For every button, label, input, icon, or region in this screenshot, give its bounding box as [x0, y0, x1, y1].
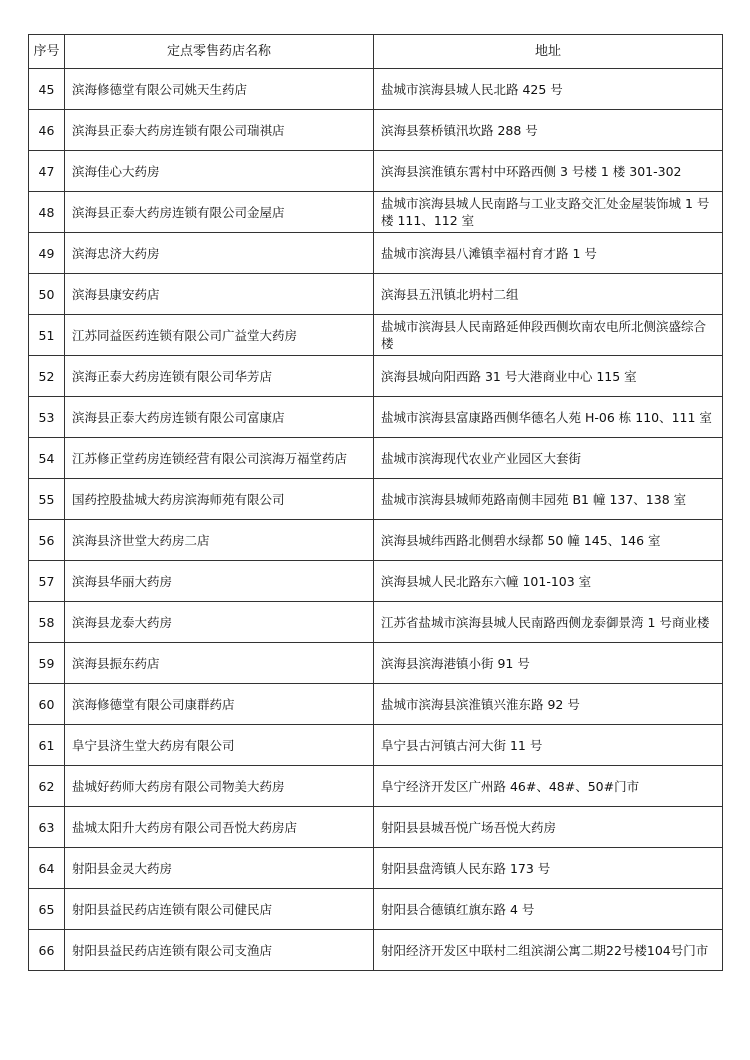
table-row [29, 233, 723, 274]
row-serial-number: 56 [29, 520, 65, 561]
table-row [29, 69, 723, 110]
table-row [29, 602, 723, 643]
row-pharmacy-name: 滨海县济世堂大药房二店 [65, 520, 374, 561]
row-serial-number: 48 [29, 192, 65, 233]
row-serial-number: 46 [29, 110, 65, 151]
row-pharmacy-name: 滨海县正泰大药房连锁有限公司瑞祺店 [65, 110, 374, 151]
table-row [29, 438, 723, 479]
row-pharmacy-name: 射阳县益民药店连锁有限公司健民店 [65, 889, 374, 930]
row-pharmacy-name: 盐城太阳升大药房有限公司吾悦大药房店 [65, 807, 374, 848]
table-row [29, 397, 723, 438]
row-serial-number: 45 [29, 69, 65, 110]
row-serial-number: 47 [29, 151, 65, 192]
table-row [29, 725, 723, 766]
row-serial-number: 66 [29, 930, 65, 971]
row-address: 滨海县蔡桥镇汛坎路 288 号 [374, 110, 723, 151]
row-address: 射阳县盘湾镇人民东路 173 号 [374, 848, 723, 889]
row-address: 射阳经济开发区中联村二组滨湖公寓二期22号楼104号门市 [374, 930, 723, 971]
row-pharmacy-name: 国药控股盐城大药房滨海师苑有限公司 [65, 479, 374, 520]
row-pharmacy-name: 江苏同益医药连锁有限公司广益堂大药房 [65, 315, 374, 356]
row-address: 盐城市滨海县人民南路延伸段西侧坎南农电所北侧滨盛综合楼 [374, 315, 723, 356]
row-serial-number: 59 [29, 643, 65, 684]
row-address: 滨海县城人民北路东六幢 101-103 室 [374, 561, 723, 602]
row-pharmacy-name: 滨海正泰大药房连锁有限公司华芳店 [65, 356, 374, 397]
row-pharmacy-name: 滨海县正泰大药房连锁有限公司金屋店 [65, 192, 374, 233]
table-row [29, 151, 723, 192]
row-address: 射阳县合德镇红旗东路 4 号 [374, 889, 723, 930]
row-serial-number: 55 [29, 479, 65, 520]
row-pharmacy-name: 滨海县正泰大药房连锁有限公司富康店 [65, 397, 374, 438]
table-row [29, 192, 723, 233]
row-address: 盐城市滨海县八滩镇幸福村育才路 1 号 [374, 233, 723, 274]
row-pharmacy-name: 滨海县龙泰大药房 [65, 602, 374, 643]
row-serial-number: 50 [29, 274, 65, 315]
row-address: 盐城市滨海县城人民北路 425 号 [374, 69, 723, 110]
table-row [29, 643, 723, 684]
table-row [29, 848, 723, 889]
row-pharmacy-name: 阜宁县济生堂大药房有限公司 [65, 725, 374, 766]
table-header-row [29, 35, 723, 69]
row-serial-number: 54 [29, 438, 65, 479]
table-row [29, 561, 723, 602]
row-address: 盐城市滨海县富康路西侧华德名人苑 H-06 栋 110、111 室 [374, 397, 723, 438]
row-pharmacy-name: 滨海忠济大药房 [65, 233, 374, 274]
row-pharmacy-name: 滨海县康安药店 [65, 274, 374, 315]
table-row [29, 479, 723, 520]
row-serial-number: 57 [29, 561, 65, 602]
row-pharmacy-name: 滨海县华丽大药房 [65, 561, 374, 602]
table-row [29, 110, 723, 151]
row-serial-number: 64 [29, 848, 65, 889]
table-row [29, 274, 723, 315]
header-serial-number: 序号 [29, 35, 65, 69]
row-pharmacy-name: 江苏修正堂药房连锁经营有限公司滨海万福堂药店 [65, 438, 374, 479]
pharmacy-table [28, 34, 723, 971]
header-address: 地址 [374, 35, 723, 69]
row-pharmacy-name: 射阳县金灵大药房 [65, 848, 374, 889]
row-serial-number: 61 [29, 725, 65, 766]
row-address: 滨海县城纬西路北侧碧水绿都 50 幢 145、146 室 [374, 520, 723, 561]
row-serial-number: 62 [29, 766, 65, 807]
row-serial-number: 60 [29, 684, 65, 725]
row-pharmacy-name: 盐城好药师大药房有限公司物美大药房 [65, 766, 374, 807]
row-address: 盐城市滨海县城人民南路与工业支路交汇处金屋装饰城 1 号楼 111、112 室 [374, 192, 723, 233]
row-serial-number: 49 [29, 233, 65, 274]
row-address: 盐城市滨海县城师苑路南侧丰园苑 B1 幢 137、138 室 [374, 479, 723, 520]
row-address: 滨海县城向阳西路 31 号大港商业中心 115 室 [374, 356, 723, 397]
row-pharmacy-name: 滨海县振东药店 [65, 643, 374, 684]
row-pharmacy-name: 滨海修德堂有限公司姚天生药店 [65, 69, 374, 110]
row-address: 阜宁县古河镇古河大街 11 号 [374, 725, 723, 766]
row-serial-number: 65 [29, 889, 65, 930]
row-pharmacy-name: 滨海修德堂有限公司康群药店 [65, 684, 374, 725]
row-address: 盐城市滨海现代农业产业园区大套街 [374, 438, 723, 479]
table-body [29, 69, 723, 971]
row-serial-number: 63 [29, 807, 65, 848]
table-row [29, 356, 723, 397]
table-row [29, 766, 723, 807]
table-row [29, 684, 723, 725]
row-pharmacy-name: 滨海佳心大药房 [65, 151, 374, 192]
table-row [29, 930, 723, 971]
table-row [29, 807, 723, 848]
row-address: 滨海县滨海港镇小街 91 号 [374, 643, 723, 684]
row-serial-number: 53 [29, 397, 65, 438]
table-row [29, 315, 723, 356]
table-row [29, 889, 723, 930]
row-serial-number: 51 [29, 315, 65, 356]
row-pharmacy-name: 射阳县益民药店连锁有限公司支渔店 [65, 930, 374, 971]
row-serial-number: 58 [29, 602, 65, 643]
table-row [29, 520, 723, 561]
header-pharmacy-name: 定点零售药店名称 [65, 35, 374, 69]
row-serial-number: 52 [29, 356, 65, 397]
row-address: 射阳县县城吾悦广场吾悦大药房 [374, 807, 723, 848]
row-address: 滨海县五汛镇北坍村二组 [374, 274, 723, 315]
row-address: 滨海县滨淮镇东霄村中环路西侧 3 号楼 1 楼 301-302 [374, 151, 723, 192]
row-address: 阜宁经济开发区广州路 46#、48#、50#门市 [374, 766, 723, 807]
row-address: 江苏省盐城市滨海县城人民南路西侧龙泰御景湾 1 号商业楼 [374, 602, 723, 643]
row-address: 盐城市滨海县滨淮镇兴淮东路 92 号 [374, 684, 723, 725]
